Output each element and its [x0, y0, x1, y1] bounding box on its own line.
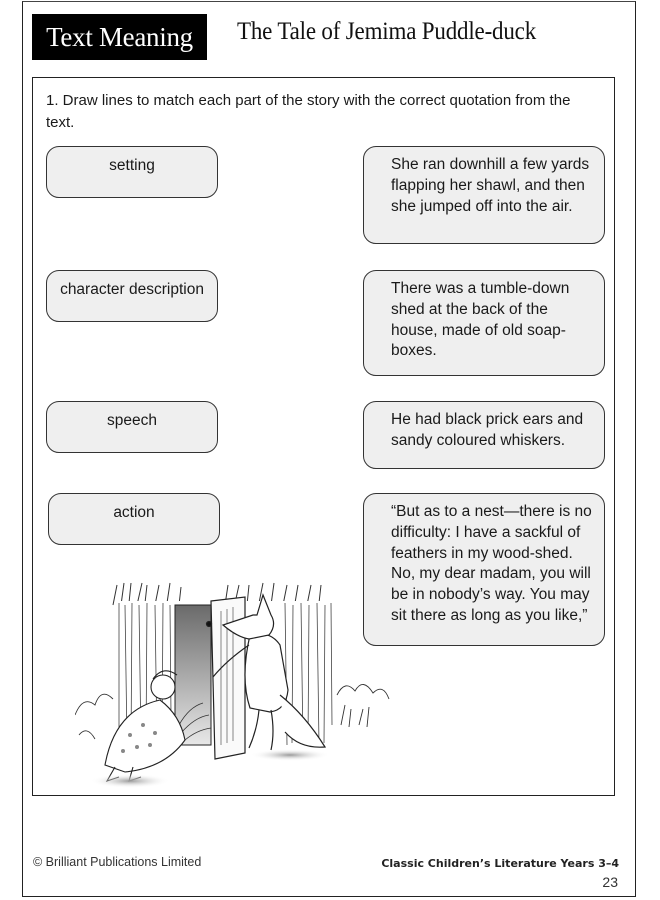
section-label [32, 14, 207, 60]
exercise-instruction: 1. Draw lines to match each part of the story with the correct quotation from the text. [46, 92, 571, 131]
story-part-setting[interactable] [46, 146, 218, 198]
quotation-box-1[interactable] [363, 146, 605, 244]
story-part-speech[interactable] [46, 401, 218, 453]
story-part-action[interactable] [48, 493, 220, 545]
page-title: The Tale of Jemima Puddle-duck [237, 18, 537, 45]
quotation-box-4[interactable] [363, 493, 605, 646]
quotation-text: He had black prick ears and sandy coloured whiskers. [391, 411, 584, 449]
quotation-text: She ran downhill a few yards flapping her shawl, and then she jumped off into the air. [391, 156, 590, 215]
quotation-text: “But as to a nest—there is no difficulty: I have a sackful of feathers in my wood-shed. No, my dear madam, you will be in nobody’s way. You may sit there as long as you like,” [391, 503, 592, 624]
quotation-box-3[interactable] [363, 401, 605, 469]
story-illustration [75, 575, 395, 790]
section-label-text: Text Meaning [46, 21, 193, 52]
story-part-label: character description [60, 281, 204, 298]
story-part-label: action [113, 504, 155, 521]
book-title: Classic Children’s Literature Years 3–4 [381, 857, 619, 870]
story-part-label: speech [107, 412, 157, 429]
quotation-box-2[interactable] [363, 270, 605, 376]
copyright-notice: © Brilliant Publications Limited [33, 855, 202, 869]
story-part-character-description[interactable] [46, 270, 218, 322]
quotation-text: There was a tumble-down shed at the back of the house, made of old soap-boxes. [391, 280, 570, 360]
page-number: 23 [602, 874, 618, 890]
story-part-label: setting [109, 157, 155, 174]
